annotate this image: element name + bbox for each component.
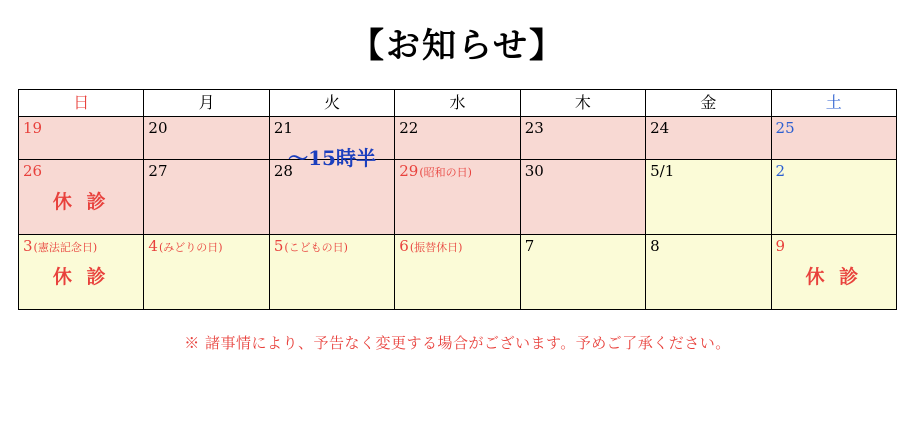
day-number-value: 3 [23,237,33,255]
day-cell [269,235,394,310]
day-number: 21 [273,119,293,137]
day-number: 30 [524,162,544,180]
day-number [144,235,268,254]
weekday-header-row [19,90,897,117]
day-note: 休 診 [52,191,110,213]
holiday-name: (憲法記念日) [33,241,98,254]
day-number: 27 [148,162,168,180]
day-cell [395,160,520,235]
day-cell [520,117,645,160]
day-number: 9 [775,237,786,255]
day-number: 28 [273,162,293,180]
day-number: 7 [524,237,535,255]
day-number-value: 29 [399,162,419,180]
day-number [395,160,519,179]
day-number: 25 [775,119,795,137]
day-number [270,235,394,254]
day-cell [269,117,394,170]
day-number-value: 4 [148,237,158,255]
day-number: 22 [399,119,419,137]
day-number: 24 [650,119,670,137]
holiday-name: (みどりの日) [158,241,223,254]
holiday-name: (昭和の日) [419,166,472,179]
day-number: 23 [524,119,544,137]
day-cell [520,160,645,235]
day-number: 5/1 [650,162,675,180]
holiday-name: (振替休日) [409,241,463,254]
day-cell [646,235,771,310]
day-cell [19,117,144,160]
weekday-header-sat: 土 [771,90,896,117]
day-cell [771,160,896,235]
day-cell [144,117,269,160]
weekday-header-thu: 木 [520,90,645,117]
day-note: 〜15時半 [288,146,376,170]
holiday-name: (こどもの日) [284,241,348,254]
day-cell [646,160,771,235]
calendar-container [18,89,897,310]
day-cell [144,235,269,310]
day-note: 休 診 [52,266,110,288]
day-number: 8 [650,237,660,255]
weekday-header-tue: 火 [269,90,394,117]
weekday-header-sun: 日 [19,90,144,117]
day-cell [19,235,144,310]
day-cell [144,160,269,235]
weekday-header-fri: 金 [646,90,771,117]
day-number: 26 [23,162,43,180]
day-cell [771,117,896,160]
day-number [19,235,143,254]
day-number [395,235,519,254]
day-cell [395,235,520,310]
day-cell [269,160,394,235]
weekday-header-wed: 水 [395,90,520,117]
page-title: 【お知らせ】 [350,26,565,66]
day-number: 20 [148,119,168,137]
day-note: 休 診 [805,266,863,288]
day-cell [646,117,771,160]
day-number: 19 [23,119,43,137]
day-number: 2 [775,162,786,180]
calendar-week-row [19,117,897,160]
day-number-value: 6 [399,237,409,255]
day-cell [520,235,645,310]
calendar-week-row [19,160,897,235]
day-cell [19,160,144,235]
calendar-table [18,89,897,310]
calendar-week-row [19,235,897,310]
day-cell [771,235,896,310]
day-cell [395,117,520,160]
day-number-value: 5 [273,237,284,255]
weekday-header-mon: 月 [144,90,269,117]
footer-notice: ※ 諸事情により、予告なく変更する場合がございます。予めご了承ください。 [184,334,731,352]
